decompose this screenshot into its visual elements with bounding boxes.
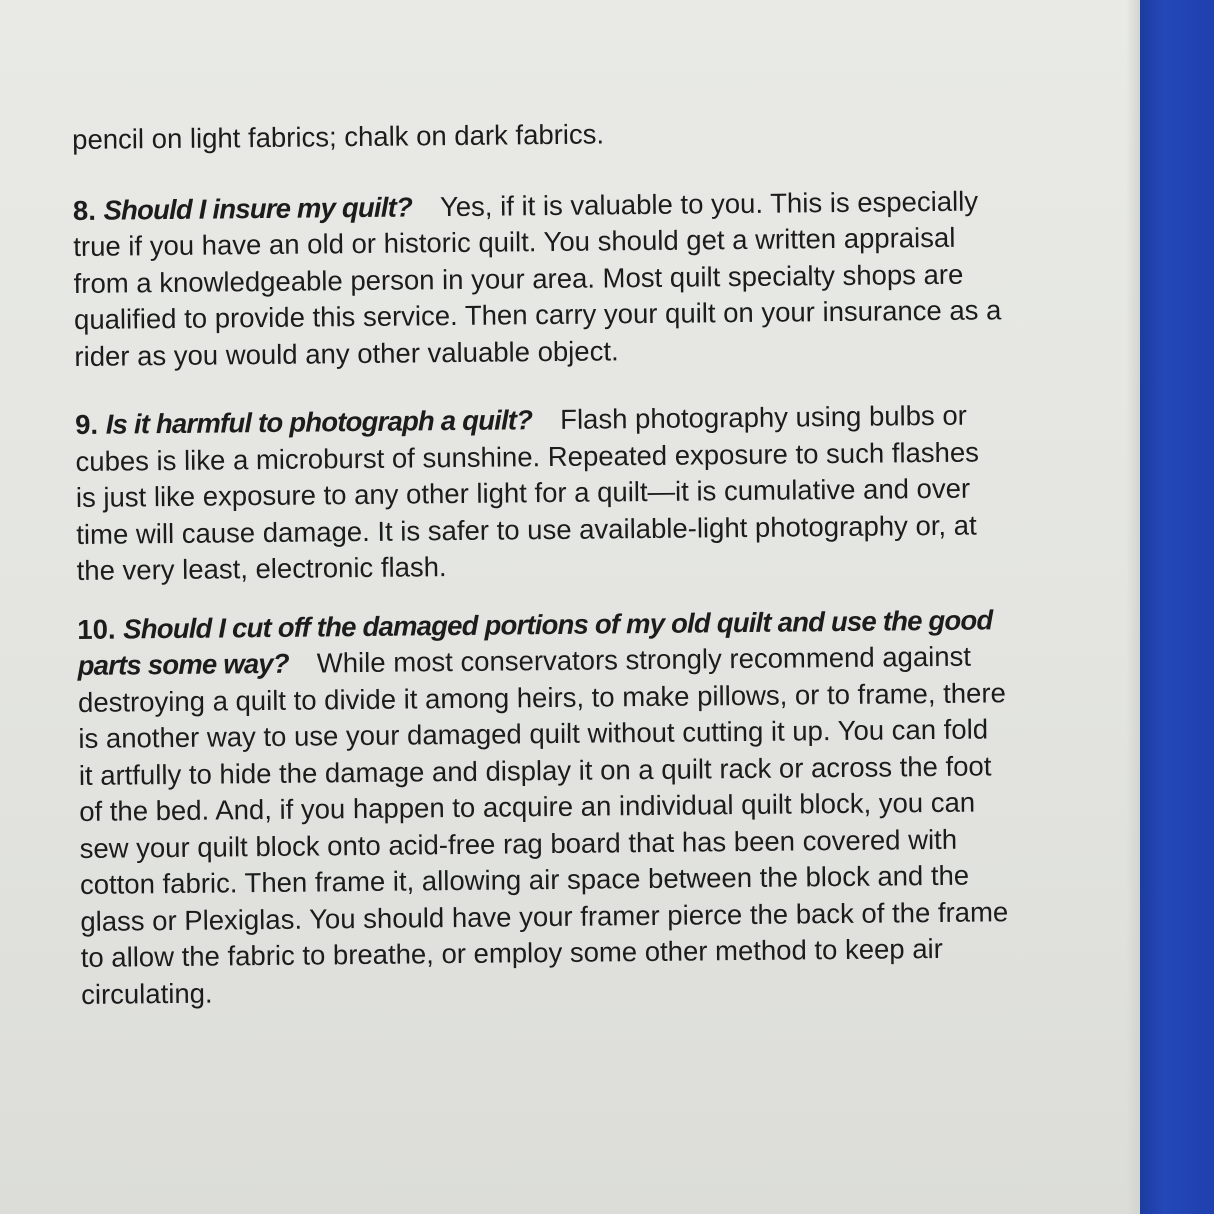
question-number: 8.	[72, 194, 97, 226]
page-edge-shadow	[1126, 0, 1140, 1214]
question-title: Should I insure my quilt?	[103, 190, 413, 226]
page-text	[72, 112, 1011, 1013]
book-cover-edge	[1130, 0, 1214, 1214]
question-answer: While most conservators strongly recommend against destroying a quilt to divide it among heirs, to make pillows, or to frame, there is another way to use your damaged quilt without cutting it up. You can fold it artfully to hide the damage and display it on a quilt rack or across the foot of the bed. And, if you happen to acquire an individual quilt block, you can sew your quilt block onto acid-free rag board that has been covered with cotton fabric. Then frame it, allowing air space between the block and the glass or Plexiglas. You should have your framer pierce the back of the frame to allow the fabric to breathe, or employ some other method to keep air circulating.	[77, 640, 1009, 1010]
intro-line: pencil on light fabrics; chalk on dark fabrics.	[72, 118, 605, 155]
question-number: 9.	[75, 408, 99, 440]
question-answer: Flash photography using bulbs or cubes is like a microburst of sunshine. Repeated exposure to such flashes is just like exposure to any other light for a quilt—it is cumulative and over time will cause damage. It is safer to use available-light photography or, at the very least, electronic flash.	[75, 399, 980, 586]
question-9	[75, 397, 1007, 589]
question-title: Should I cut off the damaged portions of my old quilt and use the good parts some way?	[77, 603, 993, 681]
question-10	[77, 602, 1011, 1013]
question-answer: Yes, if it is valuable to you. This is especially true if you have an old or historic quilt. You should get a written appraisal from a knowledgeable person in your area. Most quilt specialty shops are qualified to provide this service. Then carry your quilt on your insurance as a rider as you would any other valuable object.	[73, 185, 1002, 372]
question-8	[73, 183, 1005, 375]
question-title: Is it harmful to photograph a quilt?	[105, 404, 533, 440]
question-number: 10.	[77, 613, 116, 645]
